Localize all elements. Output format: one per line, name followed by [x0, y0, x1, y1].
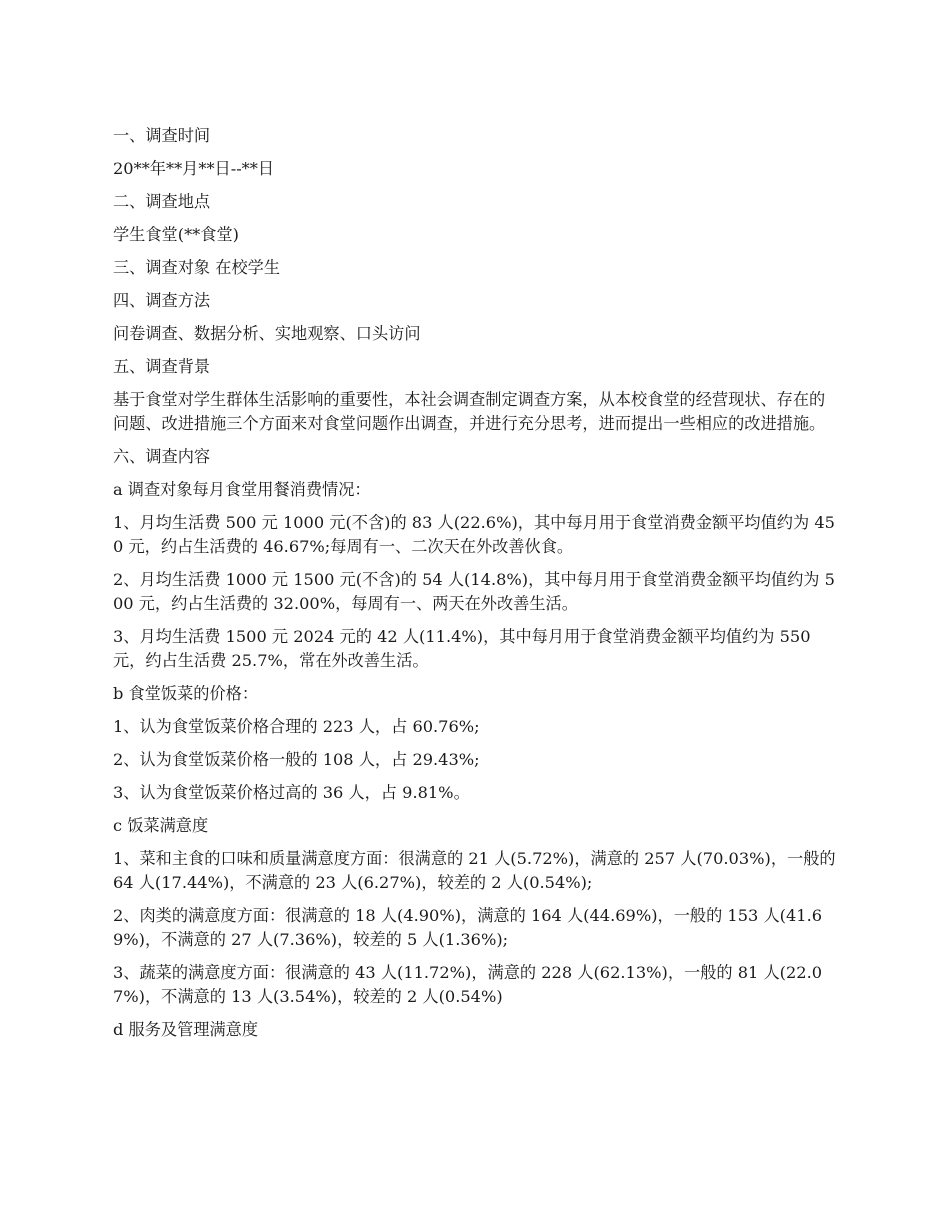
satisfaction-item-3: 3、蔬菜的满意度方面：很满意的 43 人(11.72%)，满意的 228 人(62.13%)，一般的 81 人(22.07%)，不满意的 13 人(3.54%)，较差的 2 人(0.54%) [113, 963, 823, 1006]
document-page [113, 124, 837, 1051]
subheading-service-satisfaction: d 服务及管理满意度 [113, 1020, 259, 1039]
spending-item-2: 2、月均生活费 1000 元 1500 元(不含)的 54 人(14.8%)，其中每月用于食堂消费金额平均值约为 500 元，约占生活费的 32.00%，每周有一、两天在外改善生活。 [113, 570, 835, 613]
satisfaction-item-2: 2、肉类的满意度方面：很满意的 18 人(4.90%)，满意的 164 人(44.69%)，一般的 153 人(41.69%)，不满意的 27 人(7.36%)，较差的 5 人(1.36%); [113, 906, 823, 949]
price-item-1: 1、认为食堂饭菜价格合理的 223 人，占 60.76%; [113, 717, 480, 736]
survey-location-value: 学生食堂(**食堂) [113, 225, 239, 244]
heading-survey-background: 五、调查背景 [113, 357, 211, 376]
spending-item-1: 1、月均生活费 500 元 1000 元(不含)的 83 人(22.6%)，其中每月用于食堂消费金额平均值约为 450 元，约占生活费的 46.67%;每周有一、二次天在外改善伙食。 [113, 513, 835, 556]
price-item-2: 2、认为食堂饭菜价格一般的 108 人，占 29.43%; [113, 750, 480, 769]
subheading-monthly-spending: a 调查对象每月食堂用餐消费情况： [113, 480, 371, 499]
price-item-3: 3、认为食堂饭菜价格过高的 36 人，占 9.81%。 [113, 783, 470, 802]
subheading-food-satisfaction: c 饭菜满意度 [113, 816, 209, 835]
subheading-food-price: b 食堂饭菜的价格： [113, 684, 259, 703]
survey-time-value: 20**年**月**日--**日 [113, 159, 275, 178]
heading-survey-time: 一、调查时间 [113, 126, 211, 145]
spending-item-3: 3、月均生活费 1500 元 2024 元的 42 人(11.4%)，其中每月用于食堂消费金额平均值约为 550 元，约占生活费 25.7%，常在外改善生活。 [113, 627, 811, 670]
survey-method-value: 问卷调查、数据分析、实地观察、口头访问 [113, 324, 421, 343]
heading-survey-location: 二、调查地点 [113, 192, 211, 211]
survey-background-text: 基于食堂对学生群体生活影响的重要性，本社会调查制定调查方案，从本校食堂的经营现状、存在的问题、改进措施三个方面来对食堂问题作出调查，并进行充分思考，进而提出一些相应的改进措施。 [113, 390, 826, 433]
satisfaction-item-1: 1、菜和主食的口味和质量满意度方面：很满意的 21 人(5.72%)，满意的 257 人(70.03%)，一般的 64 人(17.44%)，不满意的 23 人(6.27%)，较差的 2 人(0.54%); [113, 849, 836, 892]
heading-survey-subject: 三、调查对象 在校学生 [113, 258, 281, 277]
heading-survey-content: 六、调查内容 [113, 447, 211, 466]
heading-survey-method: 四、调查方法 [113, 291, 211, 310]
